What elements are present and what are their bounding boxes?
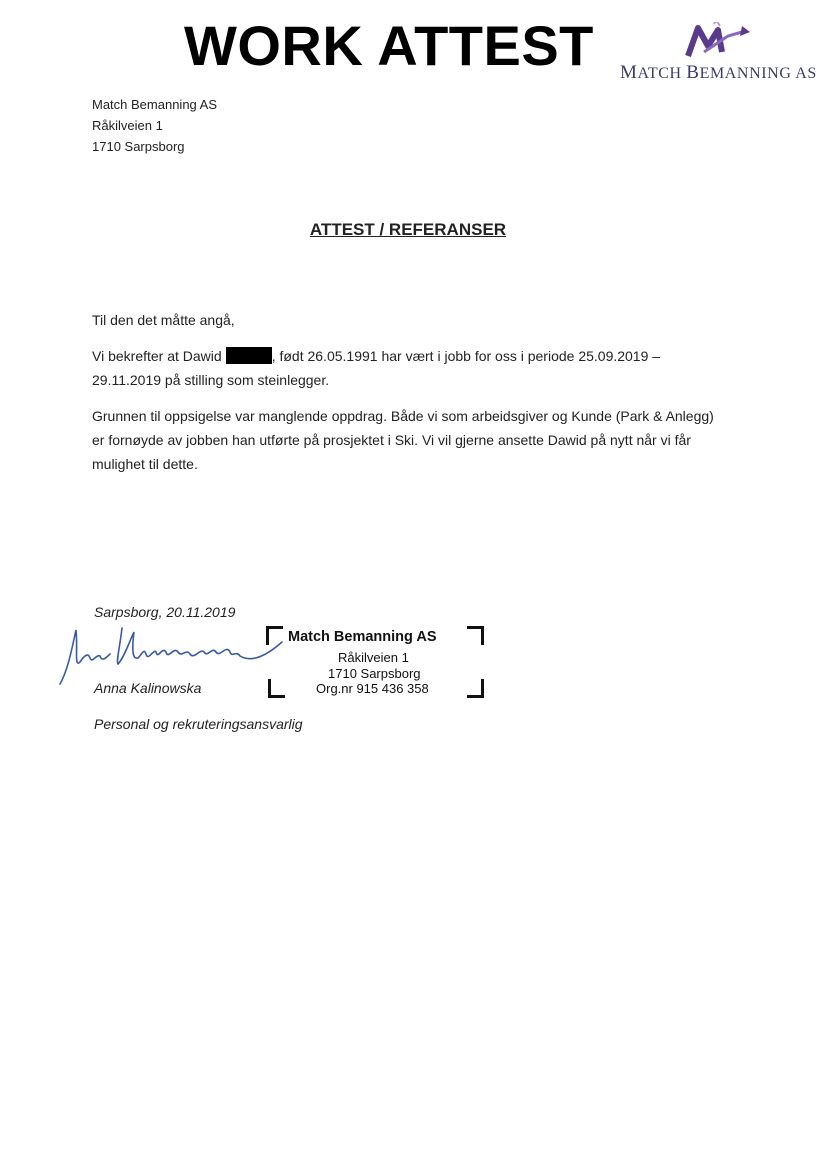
sender-address [92,94,217,157]
stamp-postal: 1710 Sarpsborg [328,666,421,681]
sender-street: Råkilveien 1 [92,118,163,133]
document-banner-title: WORK ATTEST [184,14,594,77]
stamp-corner [467,679,484,698]
logo-mark-icon [684,22,754,62]
place-date: Sarpsborg, 20.11.2019 [94,604,236,620]
paragraph-employment [92,344,722,392]
signer-title: Personal og rekruteringsansvarlig [94,716,303,732]
sender-postal: 1710 Sarpsborg [92,139,185,154]
stamp-company: Match Bemanning AS [288,629,437,645]
redacted-surname [226,347,272,364]
logo-wordmark: MATCH BEMANNING AS [620,62,817,83]
letter-heading: ATTEST / REFERANSER [309,220,507,239]
stamp-corner [268,679,285,698]
sender-company: Match Bemanning AS [92,97,218,112]
stamp-corner [467,626,484,645]
stamp-street: Råkilveien 1 [338,650,409,665]
company-logo [618,22,826,84]
signer-name: Anna Kalinowska [94,680,202,696]
salutation: Til den det måtte angå, [92,312,235,328]
paragraph-termination: Grunnen til oppsigelse var manglende oppdrag. Både vi som arbeidsgiver og Kunde (Park & Anlegg) er fornøyde av jobben han utførte på prosjektet i Ski. Vi vil gjerne ansette Dawid på nytt når vi får mulighet til dette. [92,408,714,472]
paragraph-employment-start: Vi bekrefter at Dawid [92,348,222,364]
stamp-corner [266,626,283,645]
paragraph-employment-rest: , født 26.05.1991 har vært i jobb for oss i periode 25.09.2019 – 29.11.2019 på stilling som steinlegger. [92,348,661,388]
stamp-orgnr: Org.nr 915 436 358 [316,681,429,696]
company-stamp [266,624,486,700]
